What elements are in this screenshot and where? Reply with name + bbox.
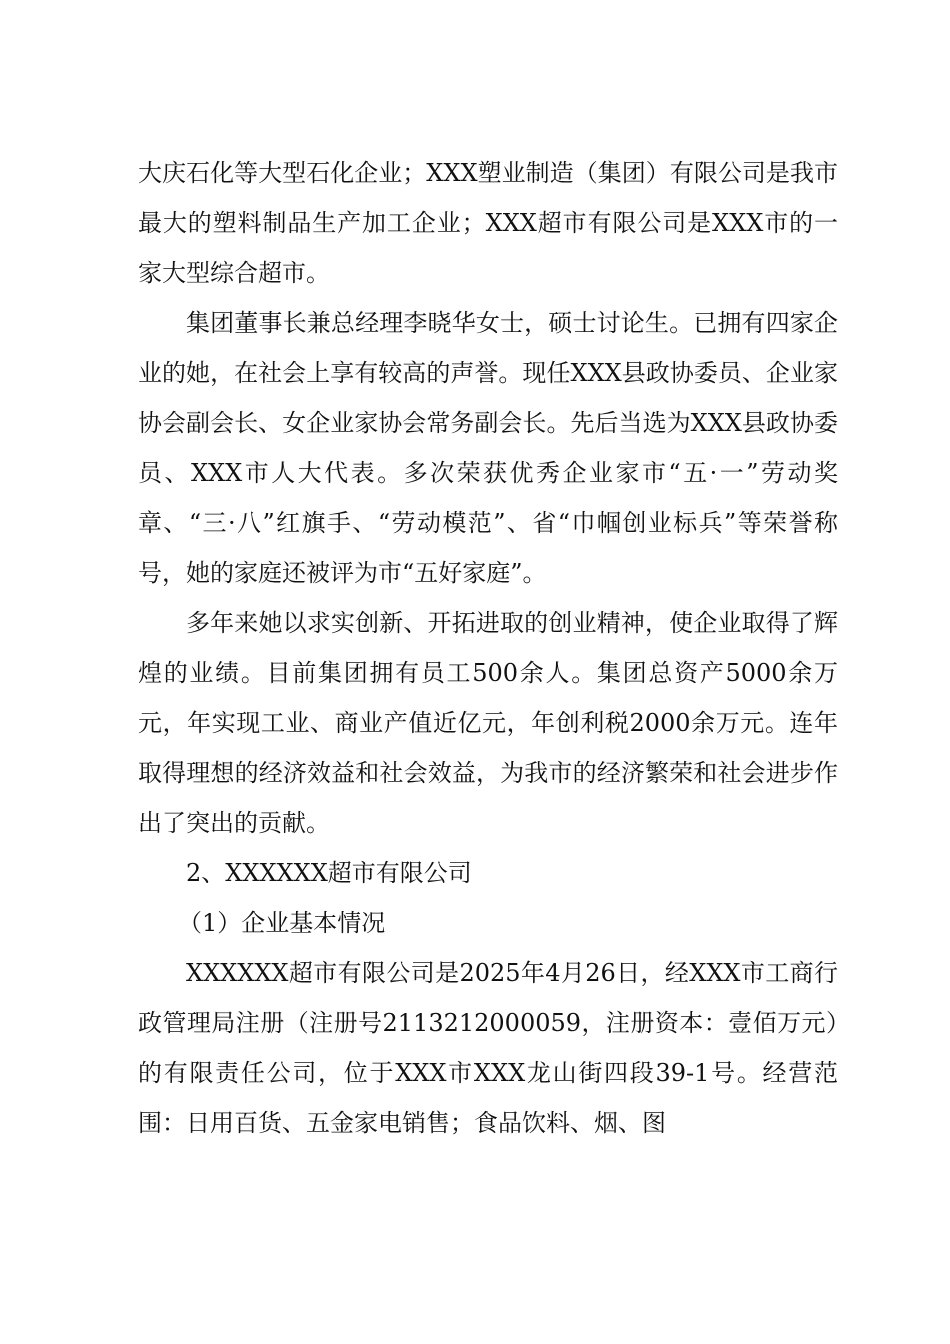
section-heading: 2、XXXXXX超市有限公司 <box>186 859 472 887</box>
document-page <box>138 148 838 1148</box>
paragraph-basic-info: XXXXXX超市有限公司是2025年4月26日，经XXX市工商行政管理局注册（注册号2113212000059，注册资本：壹佰万元）的有限责任公司，位于XXX市XXX龙山街四段39-1号。经营范围：日用百货、五金家电销售；食品饮料、烟、图 <box>138 959 838 1137</box>
subsection-heading: （1）企业基本情况 <box>178 909 386 937</box>
paragraph-chairwoman-profile: 集团董事长兼总经理李晓华女士，硕士讨论生。已拥有四家企业的她，在社会上享有较高的声誉。现任XXX县政协委员、企业家协会副会长、女企业家协会常务副会长。先后当选为XXX县政协委员、XXX市人大代表。多次荣获优秀企业家市“五·一”劳动奖章、“三·八”红旗手、“劳动模范”、省“巾帼创业标兵”等荣誉称号，她的家庭还被评为市“五好家庭”。 <box>138 309 838 587</box>
paragraph-company-intro: 大庆石化等大型石化企业；XXX塑业制造（集团）有限公司是我市最大的塑料制品生产加工企业；XXX超市有限公司是XXX市的一家大型综合超市。 <box>138 159 838 287</box>
paragraph-achievements: 多年来她以求实创新、开拓进取的创业精神，使企业取得了辉煌的业绩。目前集团拥有员工500余人。集团总资产5000余万元，年实现工业、商业产值近亿元，年创利税2000余万元。连年取得理想的经济效益和社会效益，为我市的经济繁荣和社会进步作出了突出的贡献。 <box>138 609 838 837</box>
